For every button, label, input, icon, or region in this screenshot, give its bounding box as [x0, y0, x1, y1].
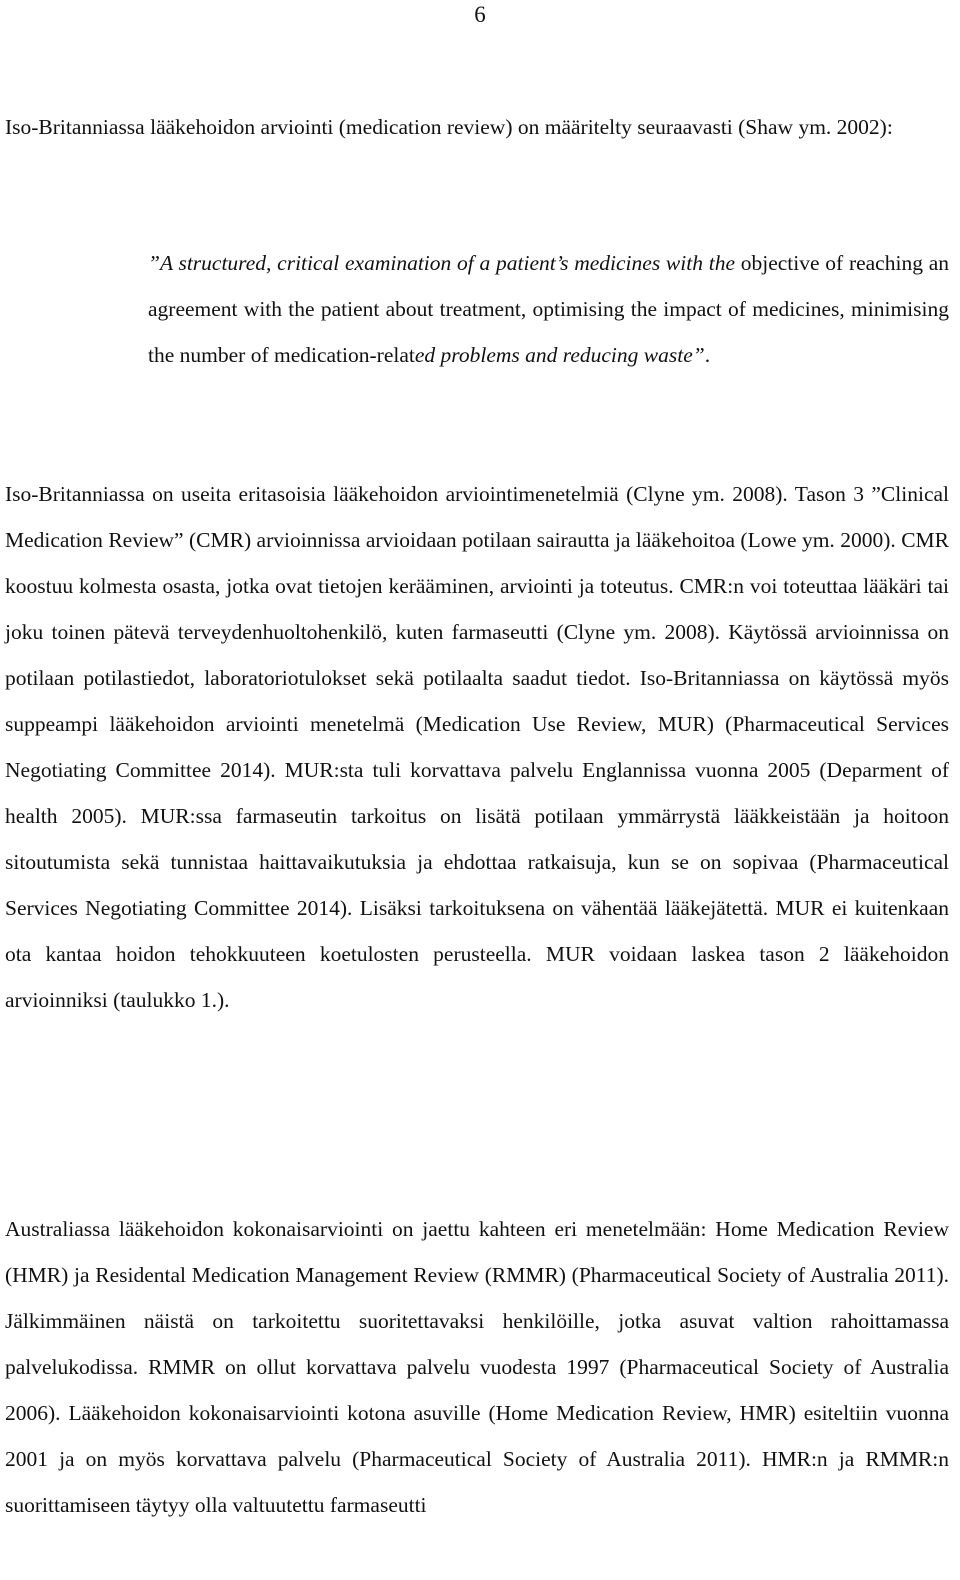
paragraph-australia: Australiassa lääkehoidon kokonaisarviointi on jaettu kahteen eri menetelmään: Home Medication Review (HMR) ja Residental Medication Management Review (RMMR) (Pharmaceutical Society of Australia 2011). Jälkimmäinen näistä on tarkoitettu suoritettavaksi henkilöille, jotka asuvat valtion rahoittamassa palvelukodissa. RMMR on ollut korvattava palvelu vuodesta 1997 (Pharmaceutical Society of Australia 2006). Lääkehoidon kokonaisarviointi kotona asuville (Home Medication Review, HMR) esiteltiin vuonna 2001 ja on myös korvattava palvelu (Pharmaceutical Society of Australia 2011). HMR:n ja RMMR:n suorittamiseen täytyy olla valtuutettu farmaseutti [5, 1217, 949, 1517]
block-quote [148, 240, 949, 378]
quote-end: . [704, 343, 711, 367]
quote-text-part3: ed problems and reducing waste” [414, 343, 705, 367]
quote-text-part1: ”A structured, critical examination of a patient’s medicines with the [148, 251, 735, 275]
quote-text-part2: objective of reaching an agreement with the patient about treatment, optimising the impact of medicines, minimising the number of medication-relat [148, 251, 949, 367]
page-number: 6 [474, 2, 486, 27]
paragraph-intro: Iso-Britanniassa lääkehoidon arviointi (medication review) on määritelty seuraavasti (Shaw ym. 2002): [5, 115, 893, 139]
paragraph-uk-methods: Iso-Britanniassa on useita eritasoisia lääkehoidon arviointimenetelmiä (Clyne ym. 2008). Tason 3 ”Clinical Medication Review” (CMR) arvioinnissa arvioidaan potilaan sairautta ja lääkehoitoa (Lowe ym. 2000). CMR koostuu kolmesta osasta, jotka ovat tietojen kerääminen, arviointi ja toteutus. CMR:n voi toteuttaa lääkäri tai joku toinen pätevä terveydenhuoltohenkilö, kuten farmaseutti (Clyne ym. 2008). Käytössä arvioinnissa on potilaan potilastiedot, laboratoriotulokset sekä potilaalta saadut tiedot. Iso-Britanniassa on käytössä myös suppeampi lääkehoidon arviointi menetelmä (Medication Use Review, MUR) (Pharmaceutical Services Negotiating Committee 2014). MUR:sta tuli korvattava palvelu Englannissa vuonna 2005 (Deparment of health 2005). MUR:ssa farmaseutin tarkoitus on lisätä potilaan ymmärrystä lääkkeistään ja hoitoon sitoutumista sekä tunnistaa haittavaikutuksia ja ehdottaa ratkaisuja, kun se on sopivaa (Pharmaceutical Services Negotiating Committee 2014). Lisäksi tarkoituksena on vähentää lääkejätettä. MUR ei kuitenkaan ota kantaa hoidon tehokkuuteen koetulosten perusteella. MUR voidaan laskea tason 2 lääkehoidon arvioinniksi (taulukko 1.). [5, 482, 949, 1012]
